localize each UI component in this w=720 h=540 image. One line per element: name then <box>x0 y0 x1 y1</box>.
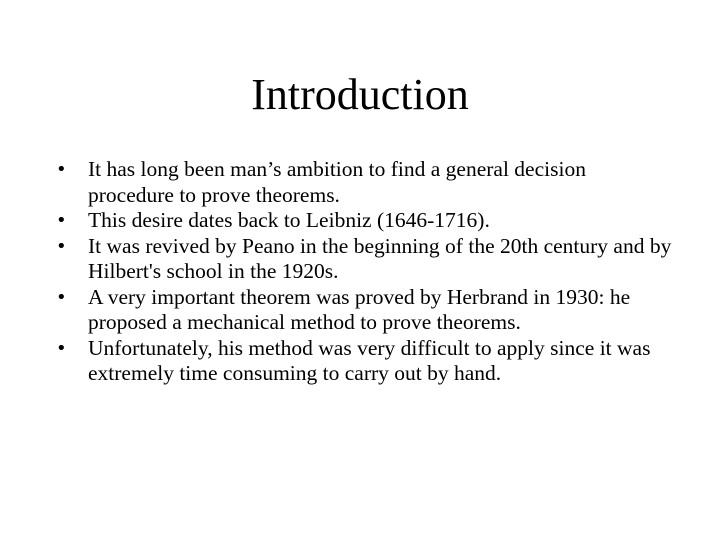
bullet-item <box>56 157 676 208</box>
slide-title: Introduction <box>251 70 469 119</box>
bullet-icon: • <box>56 337 67 359</box>
bullet-item <box>56 208 676 234</box>
bullet-item <box>56 336 676 387</box>
bullet-text: It has long been man’s ambition to find a general decision procedure to prove theorems. <box>88 157 586 207</box>
bullet-list <box>56 157 676 387</box>
bullet-item <box>56 285 676 336</box>
bullet-item <box>56 234 676 285</box>
bullet-icon: • <box>56 159 67 180</box>
bullet-icon: • <box>56 210 67 231</box>
bullet-icon: • <box>56 286 67 308</box>
bullet-icon: • <box>56 235 67 257</box>
bullet-text: Unfortunately, his method was very difficult to apply since it was extremely time consuming to carry out by hand. <box>88 335 651 385</box>
bullet-text: It was revived by Peano in the beginning of the 20th century and by Hilbert's school in the 1920s. <box>88 233 672 283</box>
bullet-text: A very important theorem was proved by Herbrand in 1930: he proposed a mechanical method to prove theorems. <box>88 284 631 334</box>
bullet-text: This desire dates back to Leibniz (1646-1716). <box>88 208 490 232</box>
